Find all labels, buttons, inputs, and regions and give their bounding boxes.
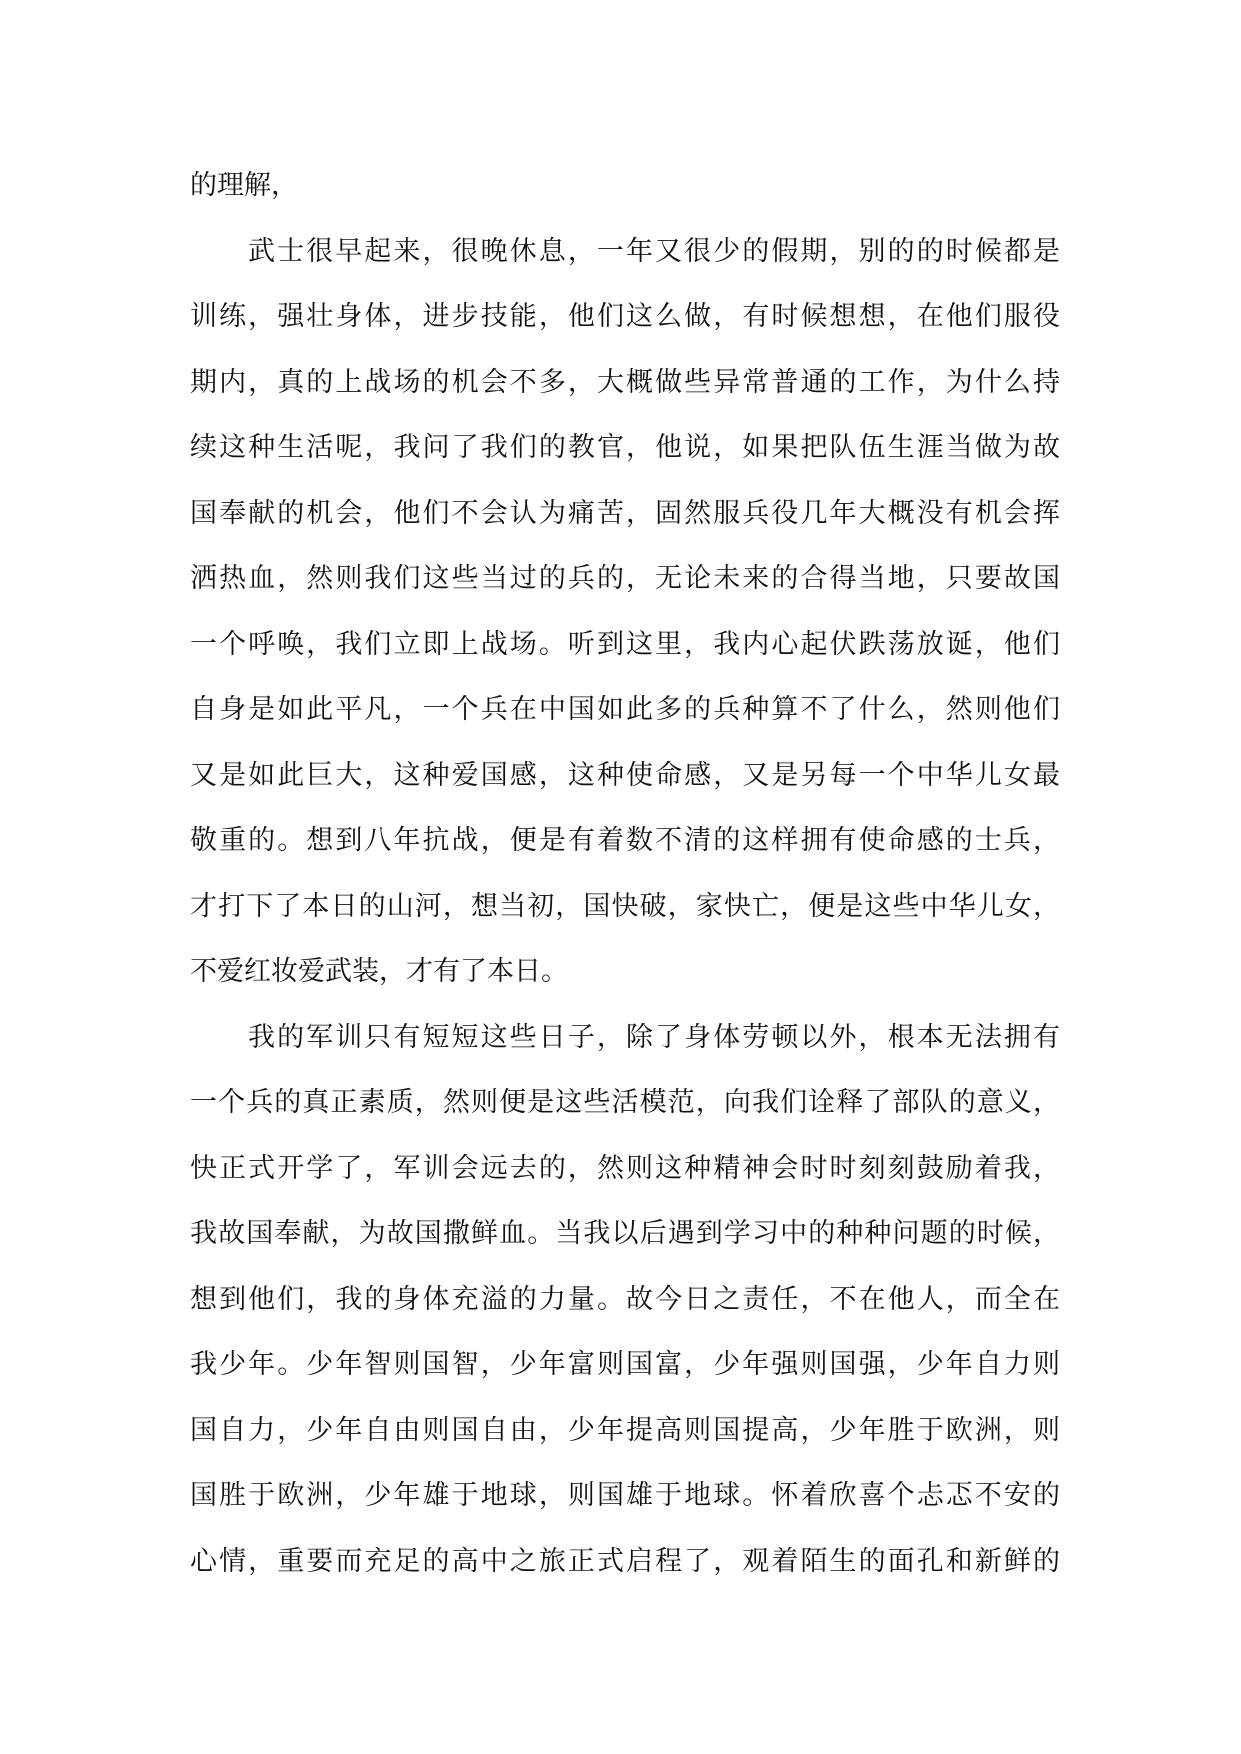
paragraph-first-line: 武士很早起来，很晚休息，一年又很少的假期，别的的时候都是: [248, 235, 1060, 267]
text-line: 我故国奉献，为故国撒鲜血。当我以后遇到学习中的种种问题的时候，: [190, 1218, 1060, 1249]
text-line: 我少年。少年智则国智，少年富则国富，少年强则国强，少年自力则: [190, 1349, 1060, 1380]
text-line: 国奉献的机会，他们不会认为痛苦，固然服兵役几年大概没有机会挥: [190, 497, 1060, 529]
text-line: 期内，真的上战场的机会不多，大概做些异常普通的工作，为什么持: [190, 366, 1060, 398]
text-line: 一个兵的真正素质，然则便是这些活模范，向我们诠释了部队的意义，: [190, 1087, 1060, 1118]
text-line: 国自力，少年自由则国自由，少年提高则国提高，少年胜于欧洲，则: [190, 1414, 1060, 1446]
body-text: [190, 153, 1060, 1594]
text-line: 快正式开学了，军训会远去的，然则这种精神会时时刻刻鼓励着我，: [190, 1152, 1060, 1184]
text-line: 训练，强壮身体，进步技能，他们这么做，有时候想想，在他们服役: [190, 301, 1060, 332]
text-line: 续这种生活呢，我问了我们的教官，他说，如果把队伍生涯当做为故: [190, 432, 1060, 463]
text-line: 洒热血，然则我们这些当过的兵的，无论未来的合得当地，只要故国: [190, 563, 1060, 594]
text-line: 才打下了本日的山河，想当初，国快破，家快亡，便是这些中华儿女，: [190, 890, 1060, 922]
text-line: 想到他们，我的身体充溢的力量。故今日之责任，不在他人，而全在: [190, 1283, 1060, 1315]
text-line: 又是如此巨大，这种爱国感，这种使命感，又是另每一个中华儿女最: [190, 759, 1060, 791]
paragraph-last-line: 不爱红妆爱武装，才有了本日。: [190, 956, 568, 987]
text-line: 国胜于欧洲，少年雄于地球，则国雄于地球。怀着欣喜个忐忑不安的: [190, 1480, 1060, 1511]
paragraph-first-line: 我的军训只有短短这些日子，除了身体劳顿以外，根本无法拥有: [248, 1021, 1060, 1053]
text-line: 敬重的。想到八年抗战，便是有着数不清的这样拥有使命感的士兵，: [190, 825, 1060, 856]
text-line: 的理解，: [190, 170, 298, 201]
text-line: 心情，重要而充足的高中之旅正式启程了，观着陌生的面孔和新鲜的: [190, 1545, 1060, 1577]
text-line: 一个呼唤，我们立即上战场。听到这里，我内心起伏跌荡放诞，他们: [190, 628, 1060, 660]
text-line: 自身是如此平凡，一个兵在中国如此多的兵种算不了什么，然则他们: [190, 694, 1060, 725]
